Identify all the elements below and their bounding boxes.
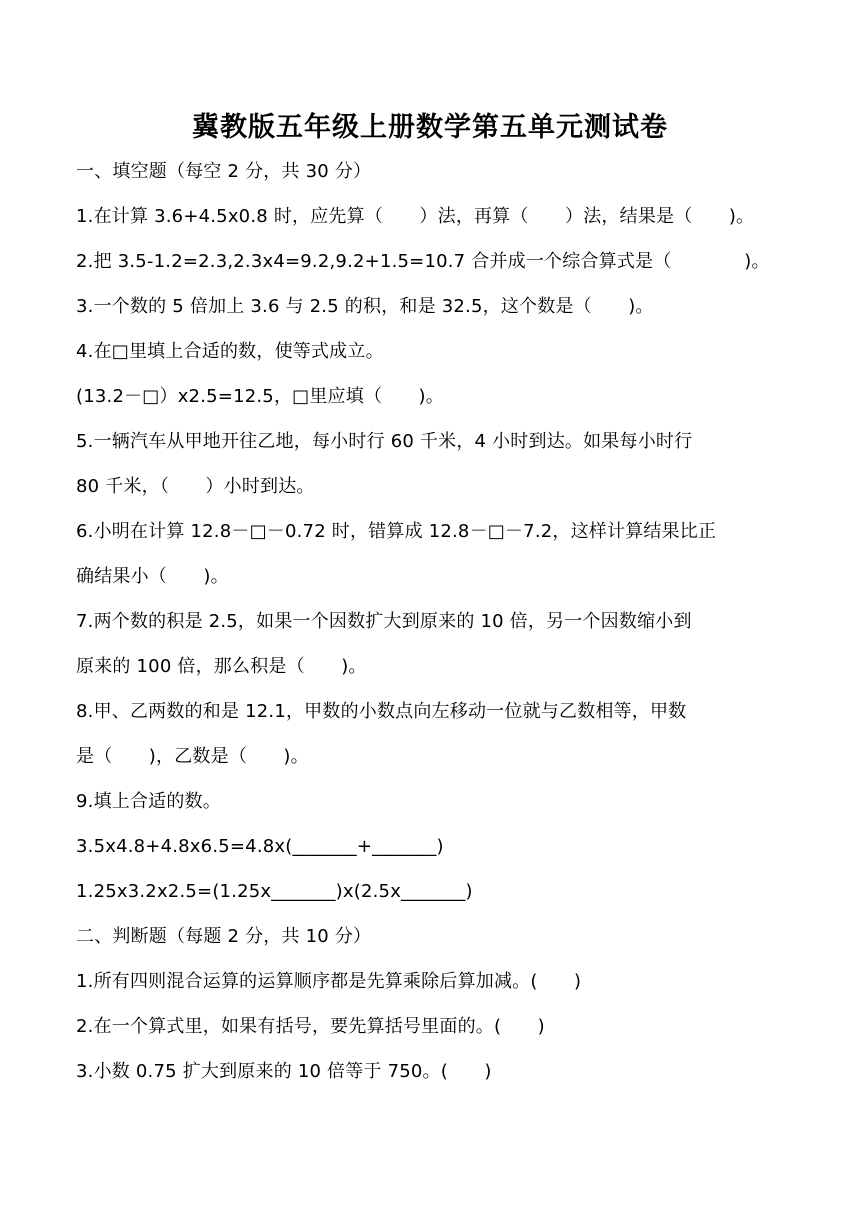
question-line: 3.一个数的 5 倍加上 3.6 与 2.5 的积，和是 32.5，这个数是（ )。 [76,296,654,317]
question-line: 2.在一个算式里，如果有括号，要先算括号里面的。( ) [76,1016,545,1037]
question-line: 3.小数 0.75 扩大到原来的 10 倍等于 750。( ) [76,1061,492,1082]
question-line: 1.25x3.2x2.5=(1.25x_______)x(2.5x_______) [76,881,473,902]
question-line: 7.两个数的积是 2.5，如果一个因数扩大到原来的 10 倍，另一个因数缩小到 [76,611,692,632]
section-heading-fill-blank: 一、填空题（每空 2 分，共 30 分） [76,161,372,182]
question-line: 3.5x4.8+4.8x6.5=4.8x(_______+_______) [76,836,444,857]
question-line: 5.一辆汽车从甲地开往乙地，每小时行 60 千米，4 小时到达。如果每小时行 [76,431,693,452]
question-line: (13.2－□）x2.5=12.5，□里应填（ )。 [76,386,444,407]
question-line: 确结果小（ )。 [76,566,229,587]
question-line: 是（ )，乙数是（ )。 [76,746,309,767]
question-line: 原来的 100 倍，那么积是（ )。 [76,656,367,677]
question-line: 1.所有四则混合运算的运算顺序都是先算乘除后算加减。( ) [76,971,582,992]
section-heading-true-false: 二、判断题（每题 2 分，共 10 分） [76,926,372,947]
question-line: 80 千米，（ ）小时到达。 [76,476,315,497]
question-line: 8.甲、乙两数的和是 12.1，甲数的小数点向左移动一位就与乙数相等，甲数 [76,701,687,722]
question-line: 4.在□里填上合适的数，使等式成立。 [76,341,384,362]
question-line: 2.把 3.5-1.2=2.3,2.3x4=9.2,9.2+1.5=10.7 合并成一个综合算式是（ )。 [76,251,770,272]
question-line: 6.小明在计算 12.8－□－0.72 时，错算成 12.8－□－7.2，这样计算结果比正 [76,521,717,542]
question-line: 9.填上合适的数。 [76,791,221,812]
page-title: 冀教版五年级上册数学第五单元测试卷 [192,112,668,143]
question-line: 1.在计算 3.6+4.5x0.8 时，应先算（ ）法，再算（ ）法，结果是（ )。 [76,206,755,227]
